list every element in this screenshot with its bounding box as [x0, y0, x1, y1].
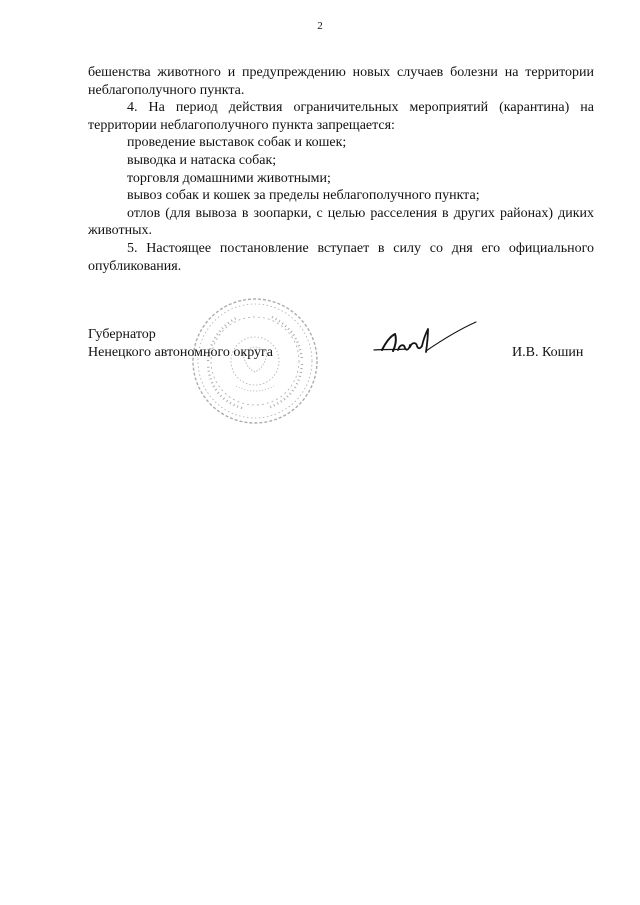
- paragraph-continuation: бешенства животного и предупреждению новых случаев болезни на территории неблагополучного пункта.: [88, 65, 594, 98]
- list-item-exhibitions: проведение выставок собак и кошек;: [127, 135, 347, 151]
- page-number: 2: [317, 20, 323, 32]
- signatory-title-line2: Ненецкого автономного округа: [88, 344, 273, 360]
- list-item-capture: отлов (для вывоза в зоопарки, с целью расселения в других районах) диких животных.: [88, 205, 594, 239]
- signatory-name: И.В. Кошин: [512, 345, 584, 360]
- paragraph-item-5: 5. Настоящее постановление вступает в силу со дня его официального опубликования.: [88, 240, 594, 274]
- paragraph-item-4: 4. На период действия ограничительных мероприятий (карантина) на территории неблагополучного пункта запрещается:: [88, 100, 594, 133]
- handwritten-signature-icon: [372, 320, 478, 364]
- list-item-export: вывоз собак и кошек за пределы неблагополучного пункта;: [127, 188, 480, 204]
- signatory-title: [88, 326, 273, 361]
- list-item-pet-trade: торговля домашними животными;: [127, 170, 331, 186]
- list-item-dog-training: выводка и натаска собак;: [127, 152, 277, 168]
- signatory-title-line1: Губернатор: [88, 327, 156, 342]
- body-text: [88, 64, 594, 275]
